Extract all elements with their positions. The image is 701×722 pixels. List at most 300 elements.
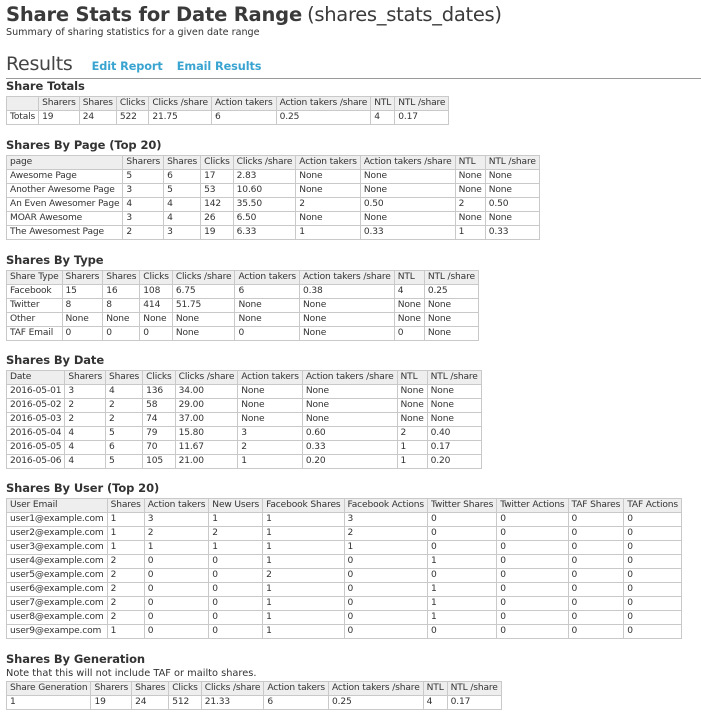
table-cell: 0 (624, 625, 682, 639)
table-row (7, 455, 482, 469)
table-cell: 2 (209, 527, 263, 541)
table-cell: 3 (123, 184, 164, 198)
table-header-row (7, 371, 482, 385)
table-cell: 0 (497, 625, 568, 639)
column-header: New Users (209, 499, 263, 513)
table-cell: None (103, 313, 140, 327)
table-cell: 1 (427, 555, 496, 569)
table-cell: 512 (169, 696, 202, 710)
table-cell: 10.60 (233, 184, 296, 198)
column-header: Shares (107, 499, 144, 513)
column-header: Shares (132, 682, 169, 696)
table-cell: 0 (140, 327, 173, 341)
column-header: NTL /share (395, 97, 449, 111)
table-cell: 19 (201, 226, 234, 240)
table-cell: 0 (568, 513, 624, 527)
table-cell: The Awesomest Page (7, 226, 123, 240)
column-header: Clicks (140, 271, 173, 285)
table-cell: 1 (263, 541, 344, 555)
table-cell: 2 (263, 569, 344, 583)
table-cell: 2 (397, 427, 427, 441)
table-cell: 4 (65, 455, 106, 469)
share-totals-table (6, 96, 449, 125)
table-row (7, 385, 482, 399)
table-cell: 1 (263, 583, 344, 597)
column-header: Action takers (296, 156, 361, 170)
table-cell: 6.50 (233, 212, 296, 226)
table-cell: 0 (497, 513, 568, 527)
table-cell: 0 (497, 527, 568, 541)
table-cell: 6.75 (172, 285, 235, 299)
table-cell: 15 (62, 285, 103, 299)
table-cell: 6 (264, 696, 329, 710)
table-cell: 1 (263, 513, 344, 527)
table-cell: 2 (107, 555, 144, 569)
table-cell: user9@exampe.com (7, 625, 108, 639)
table-cell: 3 (344, 513, 427, 527)
column-header: Action takers /share (302, 371, 397, 385)
table-cell: 3 (65, 385, 106, 399)
table-cell: 0.33 (302, 441, 397, 455)
table-cell: 4 (394, 285, 424, 299)
table-cell: 0 (103, 327, 140, 341)
table-row (7, 555, 682, 569)
table-row (7, 170, 540, 184)
column-header: User Email (7, 499, 108, 513)
table-cell: user4@example.com (7, 555, 108, 569)
table-cell: MOAR Awesome (7, 212, 123, 226)
column-header: NTL (397, 371, 427, 385)
table-cell: None (238, 413, 303, 427)
table-cell: 2 (144, 527, 209, 541)
table-cell: 24 (79, 111, 116, 125)
column-header: Action takers (238, 371, 303, 385)
table-cell: 0 (209, 583, 263, 597)
table-cell: None (235, 313, 300, 327)
report-title: Share Stats for Date Range (6, 3, 302, 26)
report-page (6, 0, 701, 79)
table-header-row (7, 499, 682, 513)
table-cell: 2 (106, 413, 143, 427)
table-cell: 1 (296, 226, 361, 240)
table-row (7, 111, 449, 125)
table-cell: 51.75 (172, 299, 235, 313)
edit-report-link[interactable]: Edit Report (91, 60, 163, 73)
table-cell: 2016-05-01 (7, 385, 65, 399)
table-cell: 26 (201, 212, 234, 226)
table-cell: 17 (201, 170, 234, 184)
table-cell: None (424, 313, 478, 327)
table-cell: 0 (568, 527, 624, 541)
table-cell: user3@example.com (7, 541, 108, 555)
email-results-link[interactable]: Email Results (176, 60, 262, 73)
table-cell: 0 (497, 583, 568, 597)
table-row (7, 413, 482, 427)
column-header: Share Type (7, 271, 63, 285)
column-header: NTL /share (485, 156, 539, 170)
column-header: Action takers (144, 499, 209, 513)
table-cell: None (300, 327, 395, 341)
table-cell: None (455, 184, 485, 198)
table-row (7, 226, 540, 240)
table-cell: 1 (263, 527, 344, 541)
table-cell: None (427, 399, 481, 413)
column-header: Action takers (264, 682, 329, 696)
table-cell: 4 (123, 198, 164, 212)
table-cell: 5 (164, 184, 201, 198)
table-cell: None (394, 313, 424, 327)
report-slug: (shares_stats_dates) (307, 3, 502, 26)
column-header: Action takers /share (300, 271, 395, 285)
table-cell: 142 (201, 198, 234, 212)
table-cell: An Even Awesomer Page (7, 198, 123, 212)
table-cell: 0.40 (427, 427, 481, 441)
table-cell: 0.25 (424, 285, 478, 299)
table-cell: 2 (106, 399, 143, 413)
table-cell: None (394, 299, 424, 313)
table-cell: 1 (238, 455, 303, 469)
table-cell: 0 (568, 541, 624, 555)
column-header: Clicks /share (201, 682, 264, 696)
column-header: Shares (164, 156, 201, 170)
column-header: NTL (423, 682, 447, 696)
table-cell: 2 (107, 611, 144, 625)
table-header-row (7, 682, 502, 696)
table-cell: None (238, 399, 303, 413)
table-cell: None (360, 170, 455, 184)
table-cell: 35.50 (233, 198, 296, 212)
table-cell: 70 (143, 441, 176, 455)
column-header: Clicks (143, 371, 176, 385)
table-cell: 6 (164, 170, 201, 184)
table-cell: 0 (344, 569, 427, 583)
column-header: TAF Shares (568, 499, 624, 513)
table-cell: 0 (497, 555, 568, 569)
table-cell: 2 (107, 597, 144, 611)
column-header: NTL /share (427, 371, 481, 385)
table-cell: 1 (107, 541, 144, 555)
table-cell: 1 (7, 696, 91, 710)
column-header: Date (7, 371, 65, 385)
table-cell: user6@example.com (7, 583, 108, 597)
table-cell: 3 (144, 513, 209, 527)
table-cell: 0.17 (427, 441, 481, 455)
table-cell: Totals (7, 111, 39, 125)
table-cell: 0 (568, 569, 624, 583)
table-cell: 4 (164, 212, 201, 226)
table-row (7, 541, 682, 555)
table-cell: 0 (62, 327, 103, 341)
table-cell: 74 (143, 413, 176, 427)
table-cell: 0 (568, 611, 624, 625)
shares-by-type-section (6, 253, 479, 341)
column-header: Clicks (116, 97, 149, 111)
table-cell: 1 (397, 455, 427, 469)
column-header: Sharers (39, 97, 80, 111)
shares-by-date-table (6, 370, 482, 469)
table-cell: 414 (140, 299, 173, 313)
column-header: Action takers /share (328, 682, 423, 696)
table-cell: 0 (235, 327, 300, 341)
table-cell: 0 (497, 569, 568, 583)
shares-by-type-table (6, 270, 479, 341)
column-header: Shares (103, 271, 140, 285)
table-cell: 0 (344, 597, 427, 611)
table-cell: 1 (209, 541, 263, 555)
table-cell: 2016-05-05 (7, 441, 65, 455)
table-cell: 0.33 (485, 226, 539, 240)
table-cell: 6 (235, 285, 300, 299)
table-cell: 1 (263, 555, 344, 569)
generation-note: Note that this will not include TAF or mailto shares. (6, 668, 257, 679)
table-cell: 0 (344, 555, 427, 569)
table-cell: 2016-05-06 (7, 455, 65, 469)
table-cell: None (302, 399, 397, 413)
column-header: Clicks (201, 156, 234, 170)
table-cell: Awesome Page (7, 170, 123, 184)
table-cell: 8 (103, 299, 140, 313)
table-row (7, 583, 682, 597)
table-cell: 3 (123, 212, 164, 226)
table-cell: None (302, 385, 397, 399)
column-header: TAF Actions (624, 499, 682, 513)
table-header-row (7, 156, 540, 170)
table-cell: 0 (344, 583, 427, 597)
table-cell: 2 (296, 198, 361, 212)
table-cell: None (485, 170, 539, 184)
shares-by-generation-table (6, 681, 502, 710)
table-cell: 0 (568, 625, 624, 639)
table-cell: None (427, 413, 481, 427)
table-cell: 6 (211, 111, 276, 125)
table-cell: 0.60 (302, 427, 397, 441)
report-subtitle: Summary of sharing statistics for a given date range (6, 27, 260, 38)
table-cell: None (397, 385, 427, 399)
table-cell: 4 (423, 696, 447, 710)
column-header: NTL (455, 156, 485, 170)
table-cell: 1 (107, 513, 144, 527)
column-header: Sharers (91, 682, 132, 696)
column-header: Action takers /share (360, 156, 455, 170)
table-header-row (7, 271, 479, 285)
shares-by-date-section (6, 353, 482, 469)
table-cell: user2@example.com (7, 527, 108, 541)
table-row (7, 299, 479, 313)
table-cell: 34.00 (175, 385, 238, 399)
table-cell: 0 (624, 527, 682, 541)
table-row (7, 198, 540, 212)
section-title: Shares By Type (6, 253, 104, 267)
table-cell: 53 (201, 184, 234, 198)
table-cell: 8 (62, 299, 103, 313)
table-cell: 5 (106, 427, 143, 441)
table-cell: None (235, 299, 300, 313)
table-cell: Twitter (7, 299, 63, 313)
table-cell: TAF Email (7, 327, 63, 341)
section-title: Shares By Generation (6, 652, 145, 666)
table-cell: 0 (624, 513, 682, 527)
table-cell: 0 (568, 555, 624, 569)
shares-by-user-section (6, 481, 682, 639)
table-cell: 0.25 (276, 111, 371, 125)
table-cell: None (485, 184, 539, 198)
table-cell: 3 (164, 226, 201, 240)
table-cell: 0 (427, 513, 496, 527)
table-cell: user5@example.com (7, 569, 108, 583)
table-cell: 0 (624, 541, 682, 555)
column-header (7, 97, 39, 111)
table-cell: 0 (624, 569, 682, 583)
table-cell: None (360, 212, 455, 226)
column-header: Action takers (235, 271, 300, 285)
table-cell: 0.17 (447, 696, 501, 710)
column-header: Facebook Actions (344, 499, 427, 513)
table-cell: 4 (371, 111, 395, 125)
table-cell: None (427, 385, 481, 399)
table-cell: 21.33 (201, 696, 264, 710)
table-row (7, 184, 540, 198)
table-cell: 0 (144, 625, 209, 639)
table-cell: 6 (106, 441, 143, 455)
table-cell: 0 (144, 569, 209, 583)
table-row (7, 285, 479, 299)
table-cell: 0 (427, 625, 496, 639)
table-cell: 0 (497, 597, 568, 611)
table-cell: 2 (123, 226, 164, 240)
table-cell: 136 (143, 385, 176, 399)
table-cell: 0 (568, 583, 624, 597)
table-row (7, 327, 479, 341)
table-cell: 2 (65, 413, 106, 427)
table-cell: 0.38 (300, 285, 395, 299)
table-cell: 0 (427, 569, 496, 583)
table-cell: 2 (344, 527, 427, 541)
column-header: Sharers (65, 371, 106, 385)
table-cell: 0 (144, 555, 209, 569)
table-cell: None (238, 385, 303, 399)
column-header: Clicks /share (233, 156, 296, 170)
column-header: Twitter Actions (497, 499, 568, 513)
column-header: page (7, 156, 123, 170)
table-cell: 37.00 (175, 413, 238, 427)
table-row (7, 427, 482, 441)
table-cell: 5 (123, 170, 164, 184)
table-row (7, 399, 482, 413)
page-title (6, 2, 701, 29)
table-cell: None (140, 313, 173, 327)
table-cell: 19 (39, 111, 80, 125)
table-cell: None (397, 413, 427, 427)
table-cell: 0 (144, 583, 209, 597)
table-cell: 0 (209, 597, 263, 611)
table-cell: 1 (107, 527, 144, 541)
table-cell: 5 (106, 455, 143, 469)
table-cell: user1@example.com (7, 513, 108, 527)
results-header (6, 52, 701, 79)
column-header: NTL (394, 271, 424, 285)
table-row (7, 597, 682, 611)
table-cell: 4 (106, 385, 143, 399)
table-cell: 2 (107, 569, 144, 583)
column-header: Twitter Shares (427, 499, 496, 513)
table-cell: 0 (624, 555, 682, 569)
table-cell: 2 (455, 198, 485, 212)
share-totals-section (6, 79, 449, 125)
section-title: Share Totals (6, 79, 85, 93)
shares-by-page-table (6, 155, 540, 240)
table-cell: 0.20 (427, 455, 481, 469)
table-cell: 0 (209, 555, 263, 569)
table-cell: 3 (238, 427, 303, 441)
column-header: Shares (79, 97, 116, 111)
table-cell: 0.25 (328, 696, 423, 710)
table-cell: 2016-05-02 (7, 399, 65, 413)
table-cell: 1 (107, 625, 144, 639)
column-header: Shares (106, 371, 143, 385)
table-cell: 0 (209, 611, 263, 625)
table-cell: 58 (143, 399, 176, 413)
table-cell: 2 (107, 583, 144, 597)
table-cell: 2 (65, 399, 106, 413)
table-cell: 0 (394, 327, 424, 341)
table-cell: 0.50 (485, 198, 539, 212)
table-cell: 2016-05-03 (7, 413, 65, 427)
table-cell: 0 (624, 611, 682, 625)
table-cell: None (397, 399, 427, 413)
table-cell: 16 (103, 285, 140, 299)
table-cell: 1 (455, 226, 485, 240)
table-cell: 0 (427, 541, 496, 555)
shares-by-generation-section (6, 652, 502, 710)
table-cell: 0.17 (395, 111, 449, 125)
table-cell: 2016-05-04 (7, 427, 65, 441)
table-cell: 1 (427, 597, 496, 611)
column-header: NTL (371, 97, 395, 111)
table-cell: 0.20 (302, 455, 397, 469)
table-row (7, 313, 479, 327)
table-cell: 105 (143, 455, 176, 469)
table-cell: 1 (209, 513, 263, 527)
table-cell: 0 (624, 597, 682, 611)
table-cell: 1 (427, 611, 496, 625)
column-header: Clicks (169, 682, 202, 696)
table-cell: 1 (263, 625, 344, 639)
table-cell: 1 (427, 583, 496, 597)
table-cell: 0.33 (360, 226, 455, 240)
table-cell: 522 (116, 111, 149, 125)
table-row (7, 212, 540, 226)
column-header: NTL /share (424, 271, 478, 285)
table-cell: None (455, 170, 485, 184)
table-cell: None (302, 413, 397, 427)
table-cell: user8@example.com (7, 611, 108, 625)
table-row (7, 625, 682, 639)
column-header: Action takers /share (276, 97, 371, 111)
column-header: Facebook Shares (263, 499, 344, 513)
column-header: Sharers (123, 156, 164, 170)
table-cell: None (300, 313, 395, 327)
column-header: Sharers (62, 271, 103, 285)
table-row (7, 569, 682, 583)
table-cell: 0 (209, 569, 263, 583)
table-cell: None (296, 184, 361, 198)
table-cell: 0 (624, 583, 682, 597)
table-cell: None (300, 299, 395, 313)
table-cell: None (296, 212, 361, 226)
table-cell: 6.33 (233, 226, 296, 240)
table-cell: None (424, 327, 478, 341)
table-cell: 1 (263, 597, 344, 611)
